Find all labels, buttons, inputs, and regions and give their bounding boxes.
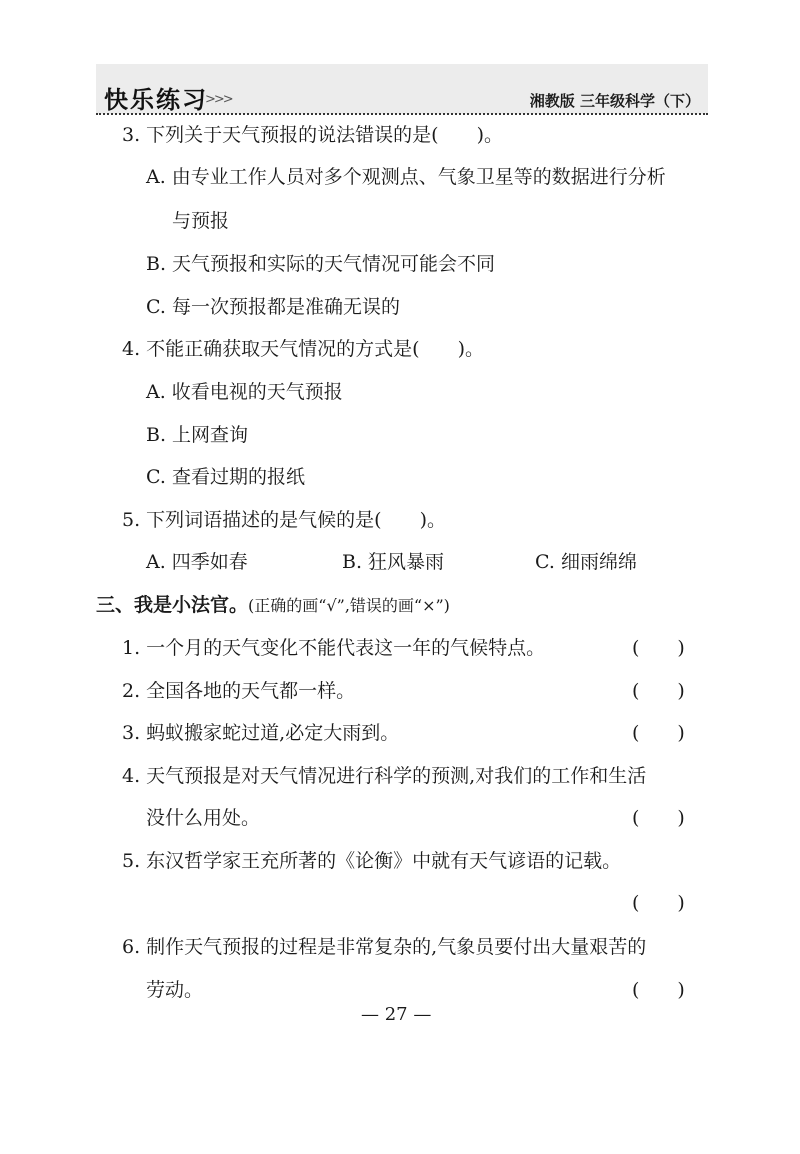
judge-item-1: 1. 一个月的天气变化不能代表这一年的气候特点。 bbox=[122, 637, 546, 659]
answer-blank-1[interactable]: ( ) bbox=[632, 637, 685, 659]
header-divider bbox=[96, 113, 708, 115]
section-3-title: 三、我是小法官。 bbox=[96, 594, 249, 616]
question-3-stem: 3. 下列关于天气预报的说法错误的是( )。 bbox=[122, 124, 503, 146]
answer-blank-6[interactable]: ( ) bbox=[632, 979, 685, 1001]
question-4-option-b: B. 上网查询 bbox=[146, 424, 249, 446]
judge-item-4-cont: 没什么用处。 bbox=[146, 807, 261, 829]
edition-label: 湘教版 三年级科学（下） bbox=[529, 92, 700, 110]
judge-item-3: 3. 蚂蚁搬家蛇过道,必定大雨到。 bbox=[122, 722, 400, 744]
judge-item-5: 5. 东汉哲学家王充所著的《论衡》中就有天气谚语的记载。 bbox=[122, 850, 622, 872]
question-3-option-a: A. 由专业工作人员对多个观测点、气象卫星等的数据进行分析 bbox=[146, 166, 666, 188]
question-3-option-c: C. 每一次预报都是准确无误的 bbox=[146, 296, 400, 318]
question-3-option-a-cont: 与预报 bbox=[172, 210, 230, 232]
question-3-option-b: B. 天气预报和实际的天气情况可能会不同 bbox=[146, 253, 496, 275]
judge-item-2: 2. 全国各地的天气都一样。 bbox=[122, 680, 356, 702]
answer-blank-4[interactable]: ( ) bbox=[632, 807, 685, 829]
judge-item-6: 6. 制作天气预报的过程是非常复杂的,气象员要付出大量艰苦的 bbox=[122, 936, 647, 958]
judge-item-4: 4. 天气预报是对天气情况进行科学的预测,对我们的工作和生活 bbox=[122, 765, 647, 787]
answer-blank-3[interactable]: ( ) bbox=[632, 722, 685, 744]
question-4-option-a: A. 收看电视的天气预报 bbox=[146, 381, 343, 403]
question-4-stem: 4. 不能正确获取天气情况的方式是( )。 bbox=[122, 338, 484, 360]
page-number: — 27 — bbox=[361, 1004, 432, 1025]
question-5-option-c: C. 细雨绵绵 bbox=[535, 551, 637, 573]
chevron-icon: >>> bbox=[205, 92, 232, 107]
question-5-stem: 5. 下列词语描述的是气候的是( )。 bbox=[122, 509, 446, 531]
judge-item-6-cont: 劳动。 bbox=[146, 979, 204, 1001]
question-5-option-b: B. 狂风暴雨 bbox=[342, 551, 445, 573]
answer-blank-5[interactable]: ( ) bbox=[632, 892, 685, 914]
answer-blank-2[interactable]: ( ) bbox=[632, 680, 685, 702]
brand-title: 快乐练习 bbox=[104, 86, 208, 114]
section-3-note: (正确的画“√”,错误的画“×”) bbox=[248, 596, 450, 615]
question-5-option-a: A. 四季如春 bbox=[146, 551, 248, 573]
section-3-heading bbox=[96, 590, 450, 617]
question-4-option-c: C. 查看过期的报纸 bbox=[146, 466, 305, 488]
